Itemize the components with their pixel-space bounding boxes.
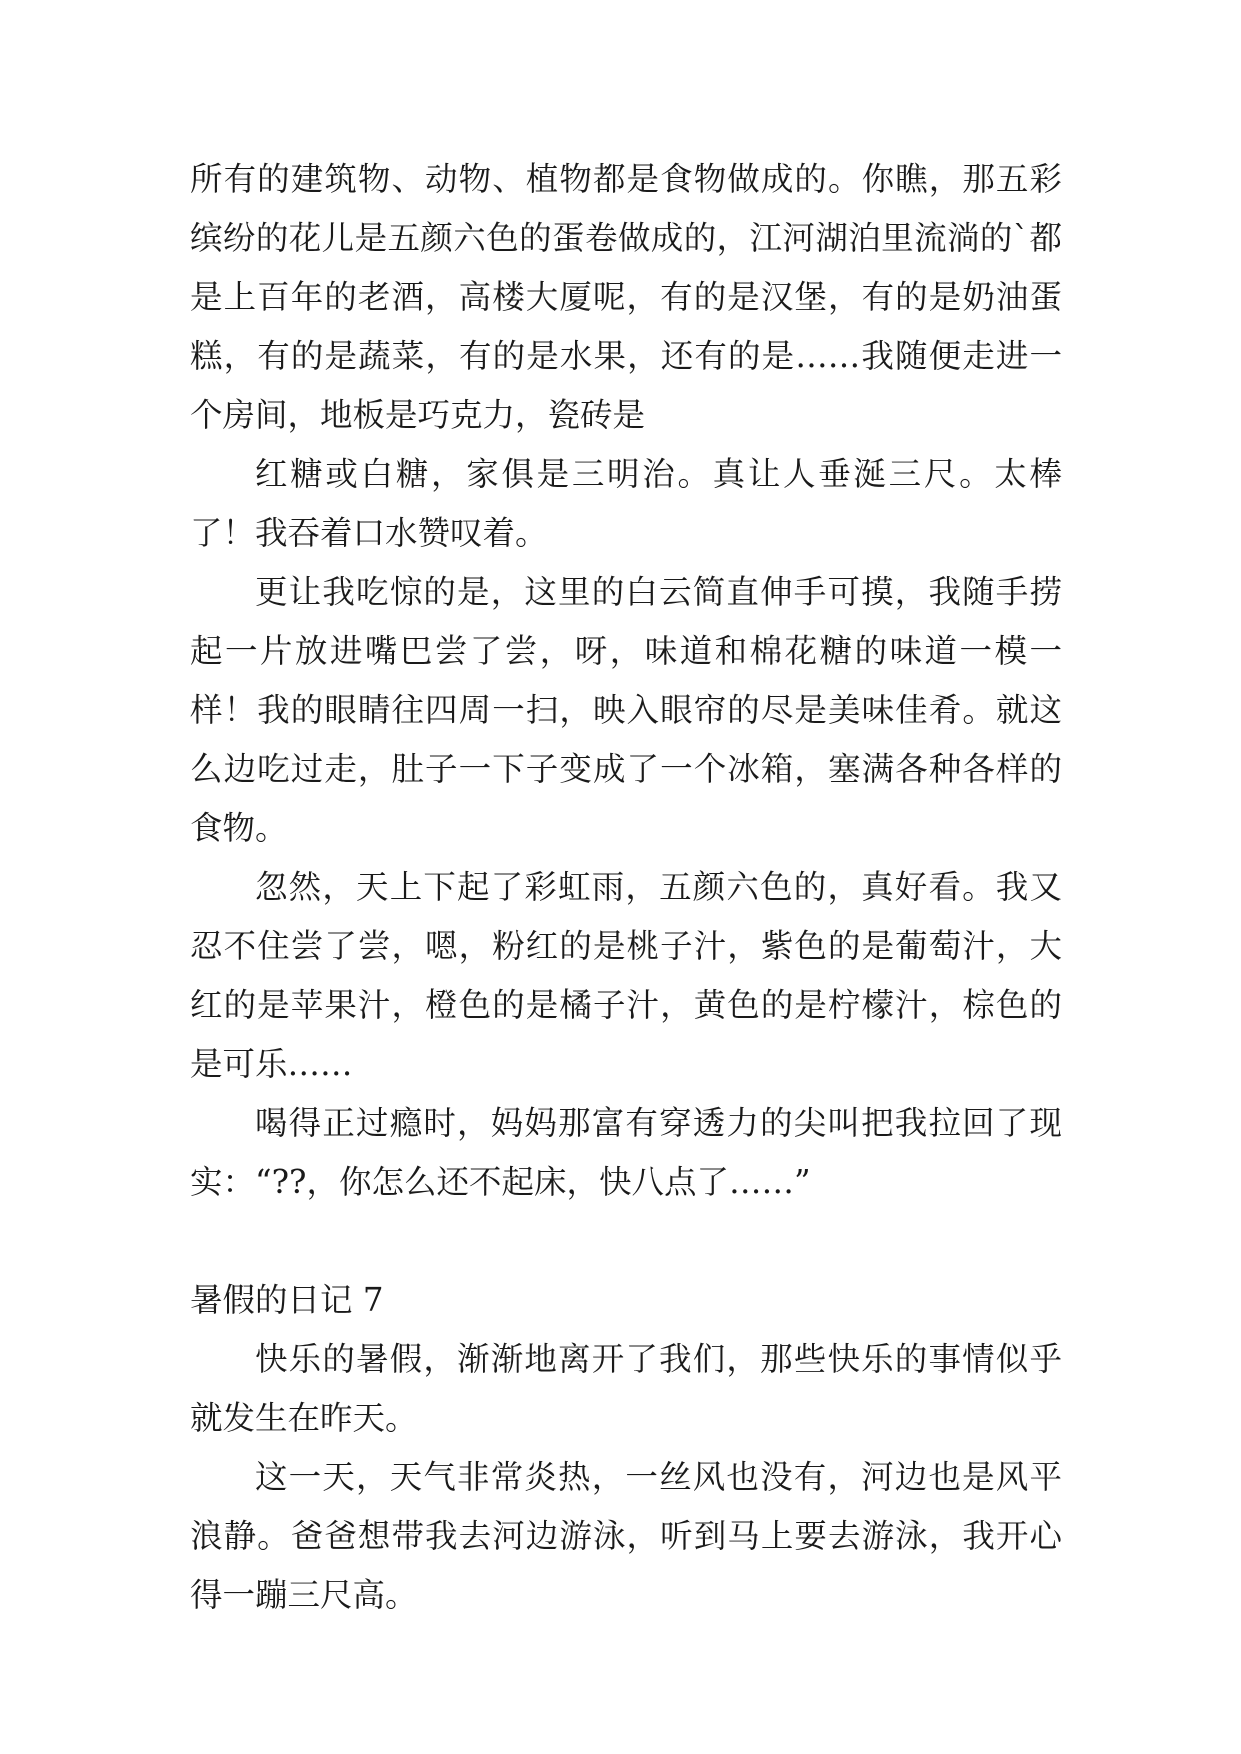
document-body — [190, 150, 1062, 1625]
paragraph-summer-intro: 快乐的暑假，渐渐地离开了我们，那些快乐的事情似乎就发生在昨天。 — [190, 1340, 1062, 1437]
paragraph-food-world: 所有的建筑物、动物、植物都是食物做成的。你瞧，那五彩缤纷的花儿是五颜六色的蛋卷做成的，江河湖泊里流淌的`都是上百年的老酒，高楼大厦呢，有的是汉堡，有的是奶油蛋糕，有的是蔬菜，有的是水果，还有的是……我随便走进一个房间，地板是巧克力，瓷砖是 — [190, 160, 1062, 434]
paragraph-wake-up: 喝得正过瘾时，妈妈那富有穿透力的尖叫把我拉回了现实：“??，你怎么还不起床，快八点了……” — [190, 1104, 1062, 1201]
paragraph-swimming: 这一天，天气非常炎热，一丝风也没有，河边也是风平浪静。爸爸想带我去河边游泳，听到马上要去游泳，我开心得一蹦三尺高。 — [190, 1458, 1062, 1614]
paragraph-clouds: 更让我吃惊的是，这里的白云简直伸手可摸，我随手捞起一片放进嘴巴尝了尝，呀，味道和棉花糖的味道一模一样！我的眼睛往四周一扫，映入眼帘的尽是美味佳肴。就这么边吃过走，肚子一下子变成了一个冰箱，塞满各种各样的食物。 — [190, 573, 1062, 847]
section-heading: 暑假的日记 7 — [190, 1281, 384, 1319]
paragraph-furniture: 红糖或白糖，家俱是三明治。真让人垂涎三尺。太棒了！我吞着口水赞叹着。 — [190, 455, 1062, 552]
section-gap — [190, 1212, 1062, 1271]
paragraph-rainbow-rain: 忽然，天上下起了彩虹雨，五颜六色的，真好看。我又忍不住尝了尝，嗯，粉红的是桃子汁，紫色的是葡萄汁，大红的是苹果汁，橙色的是橘子汁，黄色的是柠檬汁，棕色的是可乐…… — [190, 868, 1062, 1083]
